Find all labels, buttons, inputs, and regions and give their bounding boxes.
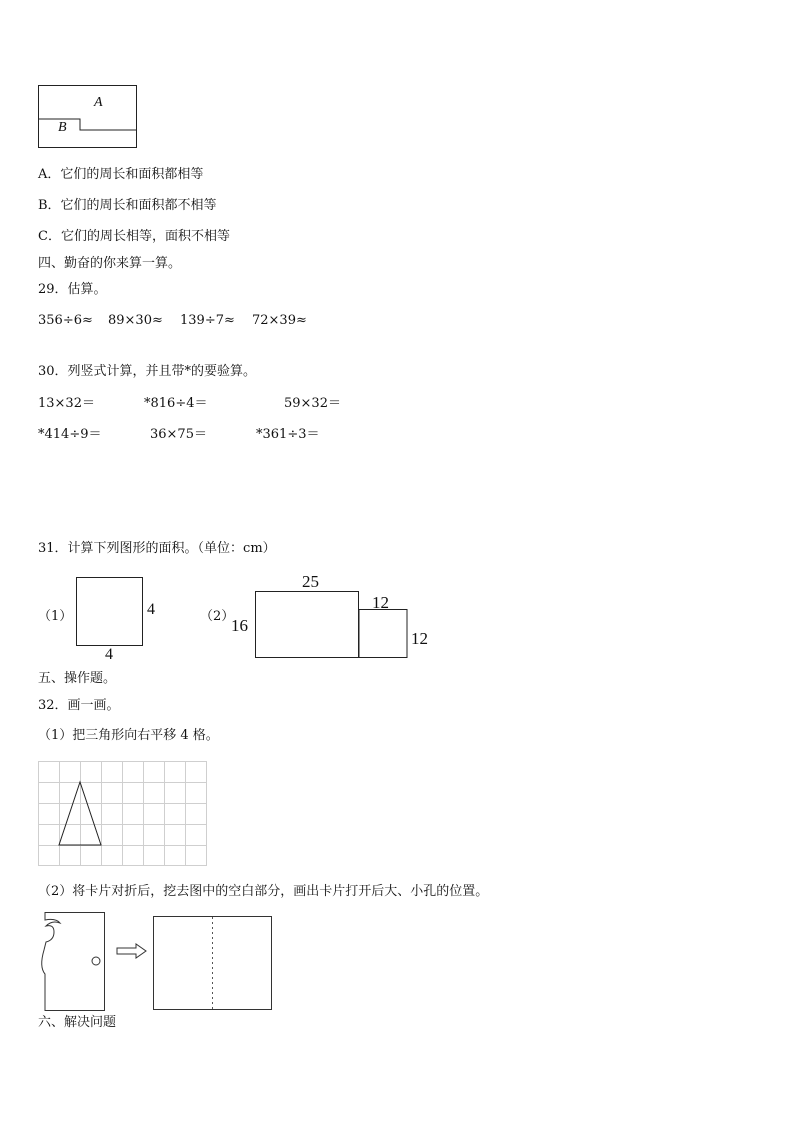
q30-item: 59×32＝ [284, 396, 341, 411]
q32-title: 32．画一画。 [38, 698, 120, 713]
folded-card [40, 912, 106, 1012]
q30-item: 36×75＝ [150, 427, 207, 442]
arrow-icon [116, 943, 148, 959]
choice-b: B．它们的周长和面积都不相等 [38, 198, 217, 213]
q32-part1: （1）把三角形向右平移 4 格。 [38, 728, 219, 743]
choice-a: A．它们的周长和面积都相等 [38, 167, 204, 182]
composite-top-label: 25 [302, 572, 319, 591]
q30-item: *816÷4＝ [144, 396, 208, 411]
square-side-bottom: 4 [105, 646, 113, 663]
square-side-right: 4 [147, 601, 155, 618]
section-4-heading: 四、勤奋的你来算一算。 [38, 256, 182, 271]
q29-item: 139÷7≈ [180, 313, 235, 328]
q32-part2: （2）将卡片对折后，挖去图中的空白部分，画出卡片打开后大、小孔的位置。 [38, 884, 489, 899]
section-6-heading: 六、解决问题 [38, 1015, 117, 1030]
q29-item: 72×39≈ [252, 313, 307, 328]
composite-small-top-label: 12 [372, 593, 389, 612]
q30-item: *361÷3＝ [256, 427, 320, 442]
q29-item: 356÷6≈ [38, 313, 93, 328]
figure-label-a: A [94, 95, 103, 110]
choice-c: C．它们的周长相等，面积不相等 [38, 229, 230, 244]
q30-item: *414÷9＝ [38, 427, 102, 442]
q31-fig1-tag: （1） [38, 609, 73, 624]
q31-title: 31．计算下列图形的面积。（单位：cm） [38, 541, 276, 556]
square-figure [76, 577, 144, 647]
q30-item: 13×32＝ [38, 396, 95, 411]
q29-title: 29．估算。 [38, 282, 107, 297]
opened-card [153, 916, 273, 1012]
grid-with-triangle [38, 761, 208, 868]
q29-item: 89×30≈ [108, 313, 163, 328]
q31-fig2-tag: （2） [200, 609, 235, 624]
figure-label-b: B [58, 120, 67, 135]
figure-a-b [38, 85, 138, 149]
section-5-heading: 五、操作题。 [38, 671, 117, 686]
composite-left-label: 16 [231, 616, 248, 635]
composite-small-right-label: 12 [411, 629, 428, 648]
q30-title: 30．列竖式计算，并且带*的要验算。 [38, 364, 257, 379]
